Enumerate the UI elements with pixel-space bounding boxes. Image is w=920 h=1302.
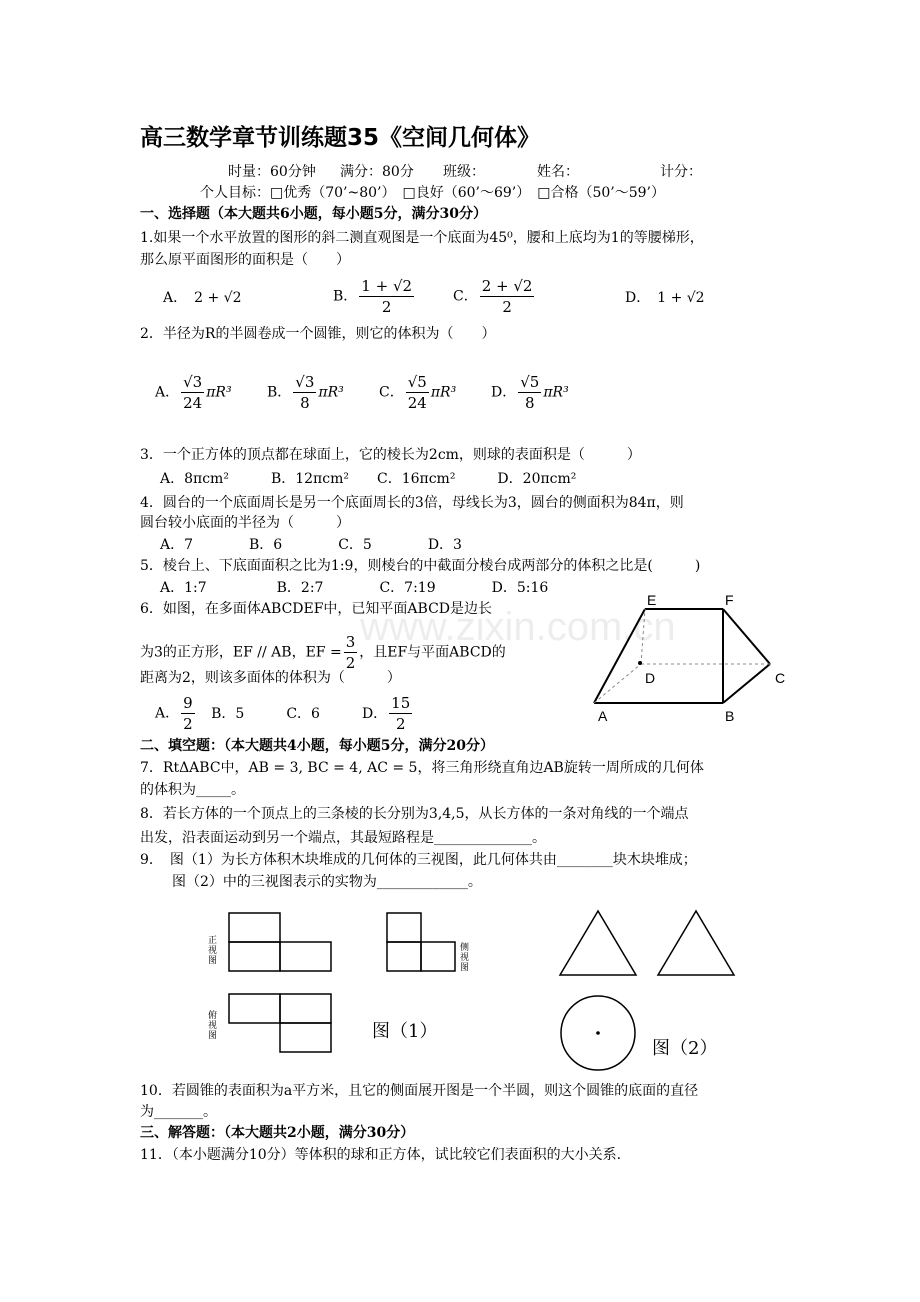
page-title: 高三数学章节训练题35《空间几何体》	[140, 125, 541, 151]
q6-options: A． $\frac{9}{2}$ B．5 C．6 D． $\frac{15}{2}$	[155, 694, 411, 733]
q5-options: A．1:7 B．2:7 C．7:19 D．5:16	[160, 580, 549, 596]
q1-option-c: C． $\frac{2 + √2}{2}$	[453, 277, 533, 316]
vertex-label-d: D	[645, 670, 656, 686]
time-limit: 时量：60分钟	[228, 164, 316, 180]
vertex-label-f: F	[725, 592, 734, 608]
q1-text-2: 那么原平面图形的面积是（ ）	[140, 252, 350, 268]
score-field: 计分：	[660, 164, 702, 180]
q11-text-1: 11．（本小题满分10分）等体积的球和正方体，试比较它们表面积的大小关系.	[140, 1147, 622, 1163]
full-score: 满分：80分	[340, 164, 414, 180]
q2-option-d: D． $\frac{√5}{8}$ πR³	[491, 373, 569, 412]
q9-text-2: 图（2）中的三视图表示的实物为_____________。	[172, 874, 482, 890]
section-fill: 二、填空题：（本大题共4小题，每小题5分，满分20分）	[140, 738, 494, 754]
vertex-label-a: A	[598, 708, 608, 724]
q6-text-1: 6．如图，在多面体ABCDEF中，已知平面ABCD是边长	[140, 601, 493, 617]
section-choice: 一、选择题（本大题共6小题，每小题5分，满分30分）	[140, 206, 487, 222]
side-view-label: 侧视图	[460, 943, 470, 973]
q10-text-2: 为_______。	[140, 1104, 217, 1120]
personal-goal: 个人目标：□优秀（70’~80’） □良好（60’～69’） □合格（50’～59’）	[200, 185, 665, 201]
q1-option-d: D． 1 + √2	[625, 290, 705, 306]
q4-options: A．7 B．6 C．5 D．3	[160, 537, 462, 553]
q7-text-1: 7．RtΔABC中，AB = 3, BC = 4, AC = 5，将三角形绕直角边AB旋转一周所成的几何体	[140, 760, 704, 776]
q10-text-1: 10．若圆锥的表面积为a平方米，且它的侧面展开图是一个半圆，则这个圆锥的底面的直径	[140, 1083, 699, 1099]
q8-text-1: 8．若长方体的一个顶点上的三条棱的长分别为3,4,5，从长方体的一条对角线的一个端点	[140, 806, 689, 822]
q2-option-c: C． $\frac{√5}{24}$ πR³	[379, 373, 457, 412]
q2-option-a: A． $\frac{√3}{24}$ πR³	[155, 373, 232, 412]
q7-text-2: 的体积为_____。	[140, 782, 245, 798]
vertex-label-e: E	[647, 592, 657, 608]
q4-text-1: 4．圆台的一个底面周长是另一个底面周长的3倍，母线长为3，圆台的侧面积为84π，则	[140, 495, 684, 511]
q4-text-2: 圆台较小底面的半径为（ ）	[140, 515, 350, 531]
q9-text-1: 9． 图（1）为长方体积木块堆成的几何体的三视图，此几何体共由________块木块堆成；	[140, 852, 697, 868]
q2-option-b: B． $\frac{√3}{8}$ πR³	[267, 373, 344, 412]
class-field: 班级：	[443, 164, 485, 180]
figure-2-caption: 图（2）	[652, 1038, 718, 1059]
q1-option-a: A． 2 + √2	[163, 290, 242, 306]
q1-option-b: B． $\frac{1 + √2}{2}$	[333, 277, 413, 316]
watermark: www.zixin.com.cn	[360, 605, 676, 649]
q1-text-1: 1.如果一个水平放置的图形的斜二测直观图是一个底面为45⁰，腰和上底均为1的等腰梯形，	[140, 230, 704, 246]
q5-text-1: 5．棱台上、下底面面积之比为1:9，则棱台的中截面分棱台成两部分的体积之比是( )	[140, 558, 701, 574]
top-view-label: 俯视图	[208, 1011, 218, 1041]
vertex-label-c: C	[775, 670, 786, 686]
q8-text-2: 出发，沿表面运动到另一个端点，其最短路程是______________。	[140, 830, 546, 846]
figure-1-caption: 图（1）	[372, 1021, 438, 1042]
name-field: 姓名：	[537, 164, 579, 180]
front-view-label: 正视图	[208, 936, 218, 966]
q2-text-1: 2．半径为R的半圆卷成一个圆锥，则它的体积为（ ）	[140, 326, 496, 342]
section-solve: 三、解答题：（本大题共2小题，满分30分）	[140, 1125, 415, 1141]
q6-text-2: 为3的正方形，EF // AB，EF = $\frac{3}{2}$ ，且EF与平面ABCD的	[140, 633, 506, 672]
q6-text-3: 距离为2，则该多面体的体积为（ ）	[140, 670, 401, 686]
q3-options: A．8πcm² B．12πcm² C．16πcm² D．20πcm²	[160, 471, 577, 487]
q3-text-1: 3．一个正方体的顶点都在球面上，它的棱长为2cm，则球的表面积是（ ）	[140, 447, 641, 463]
vertex-label-b: B	[725, 708, 735, 724]
